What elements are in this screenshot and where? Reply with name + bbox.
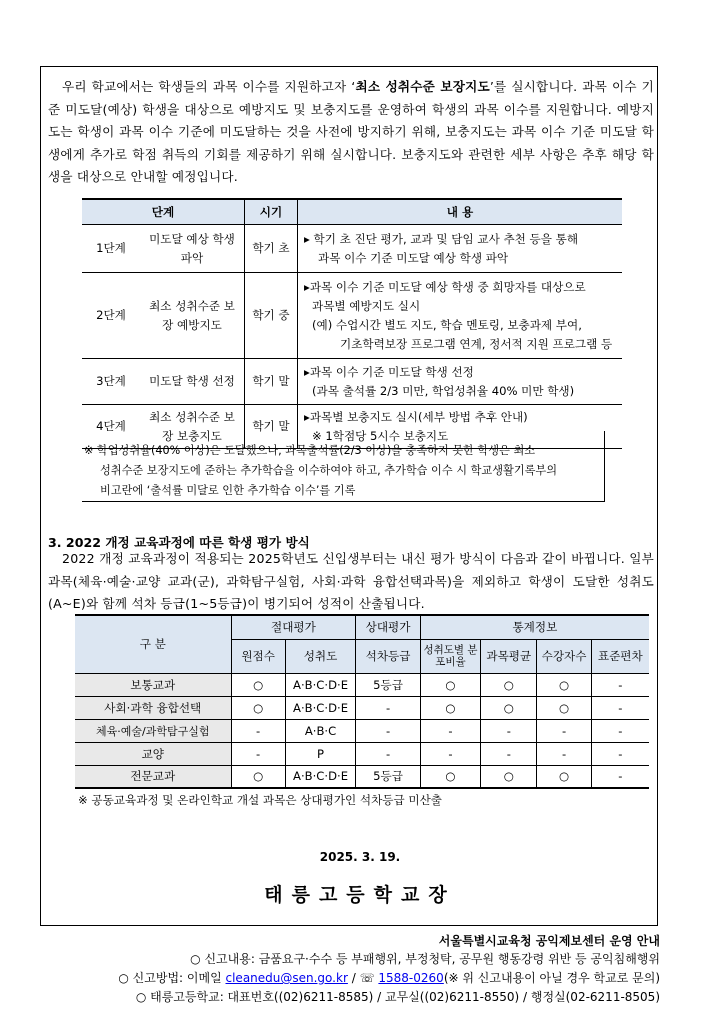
phone-link[interactable]: 1588-0260 bbox=[378, 971, 444, 985]
subheader-distribution: 성취도별 분포비율 bbox=[420, 639, 480, 673]
step-name: 최소 성취수준 보장 예방지도 bbox=[140, 273, 245, 359]
footer-line-content: ○ 신고내용: 금품요구·수수 등 부패행위, 부정청탁, 공무원 행동강령 위반 등 공익침해행위 bbox=[190, 952, 660, 966]
table-row: 사회·과학 융합선택 ○ A·B·C·D·E - ○ ○ ○ - bbox=[75, 696, 649, 719]
step-content: ▸과목별 보충지도 실시(세부 방법 추후 안내) ※ 1학점당 5시수 보충지도 bbox=[298, 405, 623, 449]
table-row bbox=[82, 359, 622, 405]
email-link[interactable]: cleanedu@sen.go.kr bbox=[225, 971, 348, 985]
footer-title: 서울특별시교육청 공익제보센터 운영 안내 bbox=[438, 934, 660, 948]
group-relative: 상대평가 bbox=[356, 615, 420, 639]
evaluation-table bbox=[75, 614, 649, 789]
step-name: 미도달 예상 학생 파악 bbox=[140, 225, 245, 273]
step-label: 4단계 bbox=[82, 405, 140, 449]
header-content: 내 용 bbox=[298, 199, 623, 225]
subheader-average: 과목평균 bbox=[481, 639, 537, 673]
subheader-raw-score: 원점수 bbox=[231, 639, 285, 673]
group-statistics: 통계정보 bbox=[420, 615, 649, 639]
step-name: 최소 성취수준 보장 보충지도 bbox=[140, 405, 245, 449]
row-label: 사회·과학 융합선택 bbox=[75, 696, 231, 719]
school-signature: 태릉고등학교장 bbox=[264, 884, 456, 906]
subheader-stddev: 표준편차 bbox=[591, 639, 649, 673]
subheader-count: 수강자수 bbox=[537, 639, 591, 673]
step-period: 학기 초 bbox=[245, 225, 298, 273]
intro-text-1: 우리 학교에서는 학생들의 과목 이수를 지원하고자 ‘ bbox=[62, 79, 356, 94]
step-label: 1단계 bbox=[82, 225, 140, 273]
program-stage-table bbox=[82, 198, 622, 449]
step-name: 미도달 학생 선정 bbox=[140, 359, 245, 405]
table-row bbox=[82, 273, 622, 359]
step-content: ▸과목 이수 기준 미도달 학생 선정 (과목 출석률 2/3 미만, 학업성취율 40% 미만 학생) bbox=[298, 359, 623, 405]
header-step: 단계 bbox=[82, 199, 245, 225]
row-label: 보통교과 bbox=[75, 673, 231, 696]
table-row: 보통교과 ○ A·B·C·D·E 5등급 ○ ○ ○ - bbox=[75, 673, 649, 696]
row-label: 전문교과 bbox=[75, 765, 231, 788]
row-label: 체육·예술/과학탐구실험 bbox=[75, 719, 231, 742]
note-border-right bbox=[604, 431, 605, 501]
corner-header: 구 분 bbox=[75, 615, 231, 673]
subheader-rank: 석차등급 bbox=[356, 639, 420, 673]
table1-note: ※ 학업성취율(40% 이상)은 도달했으나, 과목출석률(2/3 이상)을 충족하지 못한 학생은 최소 성취수준 보장지도에 준하는 추가학습을 이수하여야 하고, 추가학습 이수 시 학교생활기록부의 비고란에 ‘출석률 미달로 인한 추가학습 이수’를 기록 bbox=[84, 444, 558, 497]
step-content: ▸ 학기 초 진단 평가, 교과 및 담임 교사 추천 등을 통해 과목 이수 기준 미도달 예상 학생 파악 bbox=[298, 225, 623, 273]
step-period: 학기 말 bbox=[245, 359, 298, 405]
footer-line-school: ○ 태릉고등학교: 대표번호((02)6211-8585) / 교무실((02)6211-8550) / 행정실(02-6211-8505) bbox=[135, 990, 660, 1004]
section3-body: 2022 개정 교육과정이 적용되는 2025학년도 신입생부터는 내신 평가 방식이 다음과 같이 바뀝니다. 일부 과목(체육·예술·교양 교과(군), 과학탐구실험, 사회·과학 융합선택과목)을 제외하고 학생이 도달한 성취도(A~E)와 함께 석차 등급(1~5등급)이 병기되어 성적이 산출됩니다. bbox=[48, 551, 654, 611]
note-border-bottom bbox=[82, 501, 605, 502]
intro-highlight: 최소 성취수준 보장지도 bbox=[355, 79, 490, 94]
intro-text-2: ’를 실시합니다. 과목 이수 기준 미도달(예상) 학생을 대상으로 예방지도 및 보충지도를 운영하여 학생의 과목 이수를 지원합니다. 예방지도는 학생이 과목 이수 기준에 미도달하는 것을 사전에 방지하기 위해, 보충지도는 과목 이수 기준 미도달 학생에게 추가로 학점 취득의 기회를 제공하기 위해 실시합니다. 보충지도와 관련한 세부 사항은 추후 해당 학생을 대상으로 안내할 예정입니다. bbox=[48, 79, 654, 184]
section3-title: 3. 2022 개정 교육과정에 따른 학생 평가 방식 bbox=[48, 535, 310, 550]
step-label: 3단계 bbox=[82, 359, 140, 405]
table-row: 전문교과 ○ A·B·C·D·E 5등급 ○ ○ ○ - bbox=[75, 765, 649, 788]
step-content: ▸과목 이수 기준 미도달 예상 학생 중 희망자를 대상으로 과목별 예방지도 실시 (예) 수업시간 별도 지도, 학습 멘토링, 보충과제 부여, 기초학력보장 프로그램 연계, 정서적 지원 프로그램 등 bbox=[298, 273, 623, 359]
table-row bbox=[82, 225, 622, 273]
subheader-achievement: 성취도 bbox=[285, 639, 356, 673]
row-label: 교양 bbox=[75, 742, 231, 765]
document-date: 2025. 3. 19. bbox=[319, 850, 401, 864]
step-period: 학기 말 bbox=[245, 405, 298, 449]
step-period: 학기 중 bbox=[245, 273, 298, 359]
header-period: 시기 bbox=[245, 199, 298, 225]
intro-paragraph bbox=[48, 76, 654, 189]
table-row: 체육·예술/과학탐구실험 - A·B·C - - - - - bbox=[75, 719, 649, 742]
footer-line-method: ○ 신고방법: 이메일 cleanedu@sen.go.kr / ☏ 1588-0260(※ 위 신고내용이 아닐 경우 학교로 문의) bbox=[118, 971, 660, 985]
table2-note: ※ 공동교육과정 및 온라인학교 개설 과목은 상대평가인 석차등급 미산출 bbox=[78, 793, 442, 807]
group-absolute: 절대평가 bbox=[231, 615, 356, 639]
step-label: 2단계 bbox=[82, 273, 140, 359]
table-row: 교양 - P - - - - - bbox=[75, 742, 649, 765]
